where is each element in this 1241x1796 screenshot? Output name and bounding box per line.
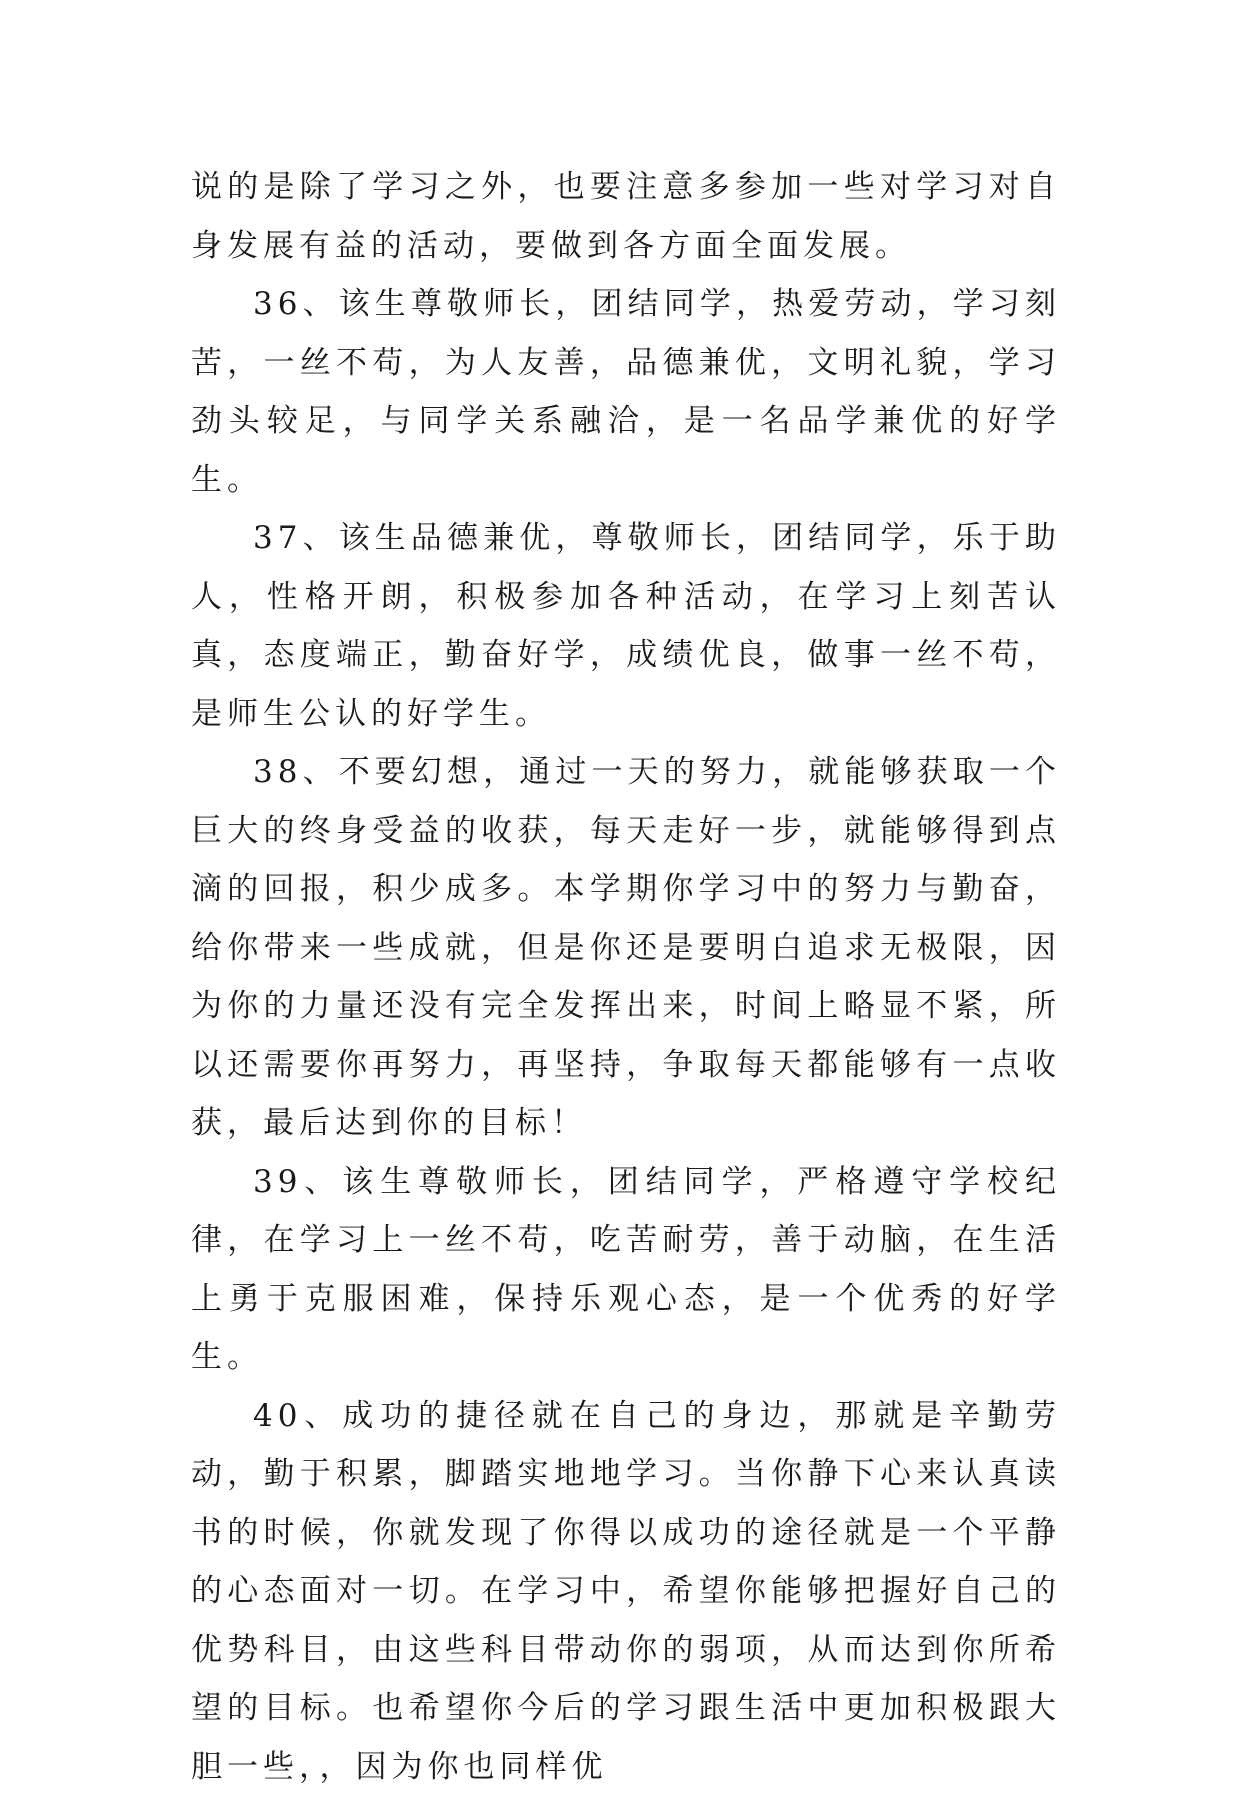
paragraph-comment-39: 39、该生尊敬师长，团结同学，严格遵守学校纪律，在学习上一丝不苟，吃苦耐劳，善于动脑，在生活上勇于克服困难，保持乐观心态，是一个优秀的好学生。	[191, 1153, 1061, 1387]
document-body	[191, 158, 1061, 1796]
paragraph-comment-37: 37、该生品德兼优，尊敬师长，团结同学，乐于助人，性格开朗，积极参加各种活动，在学习上刻苦认真，态度端正，勤奋好学，成绩优良，做事一丝不苟，是师生公认的好学生。	[191, 509, 1061, 743]
paragraph-continuation: 说的是除了学习之外，也要注意多参加一些对学习对自身发展有益的活动，要做到各方面全面发展。	[191, 158, 1061, 275]
paragraph-comment-38: 38、不要幻想，通过一天的努力，就能够获取一个巨大的终身受益的收获，每天走好一步，就能够得到点滴的回报，积少成多。本学期你学习中的努力与勤奋，给你带来一些成就，但是你还是要明白追求无极限，因为你的力量还没有完全发挥出来，时间上略显不紧，所以还需要你再努力，再坚持，争取每天都能够有一点收获，最后达到你的目标！	[191, 743, 1061, 1153]
paragraph-comment-40: 40、成功的捷径就在自己的身边，那就是辛勤劳动，勤于积累，脚踏实地地学习。当你静下心来认真读书的时候，你就发现了你得以成功的途径就是一个平静的心态面对一切。在学习中，希望你能够把握好自己的优势科目，由这些科目带动你的弱项，从而达到你所希望的目标。也希望你今后的学习跟生活中更加积极跟大胆一些，，因为你也同样优	[191, 1387, 1061, 1796]
paragraph-comment-36: 36、该生尊敬师长，团结同学，热爱劳动，学习刻苦，一丝不苟，为人友善，品德兼优，文明礼貌，学习劲头较足，与同学关系融洽，是一名品学兼优的好学生。	[191, 275, 1061, 509]
